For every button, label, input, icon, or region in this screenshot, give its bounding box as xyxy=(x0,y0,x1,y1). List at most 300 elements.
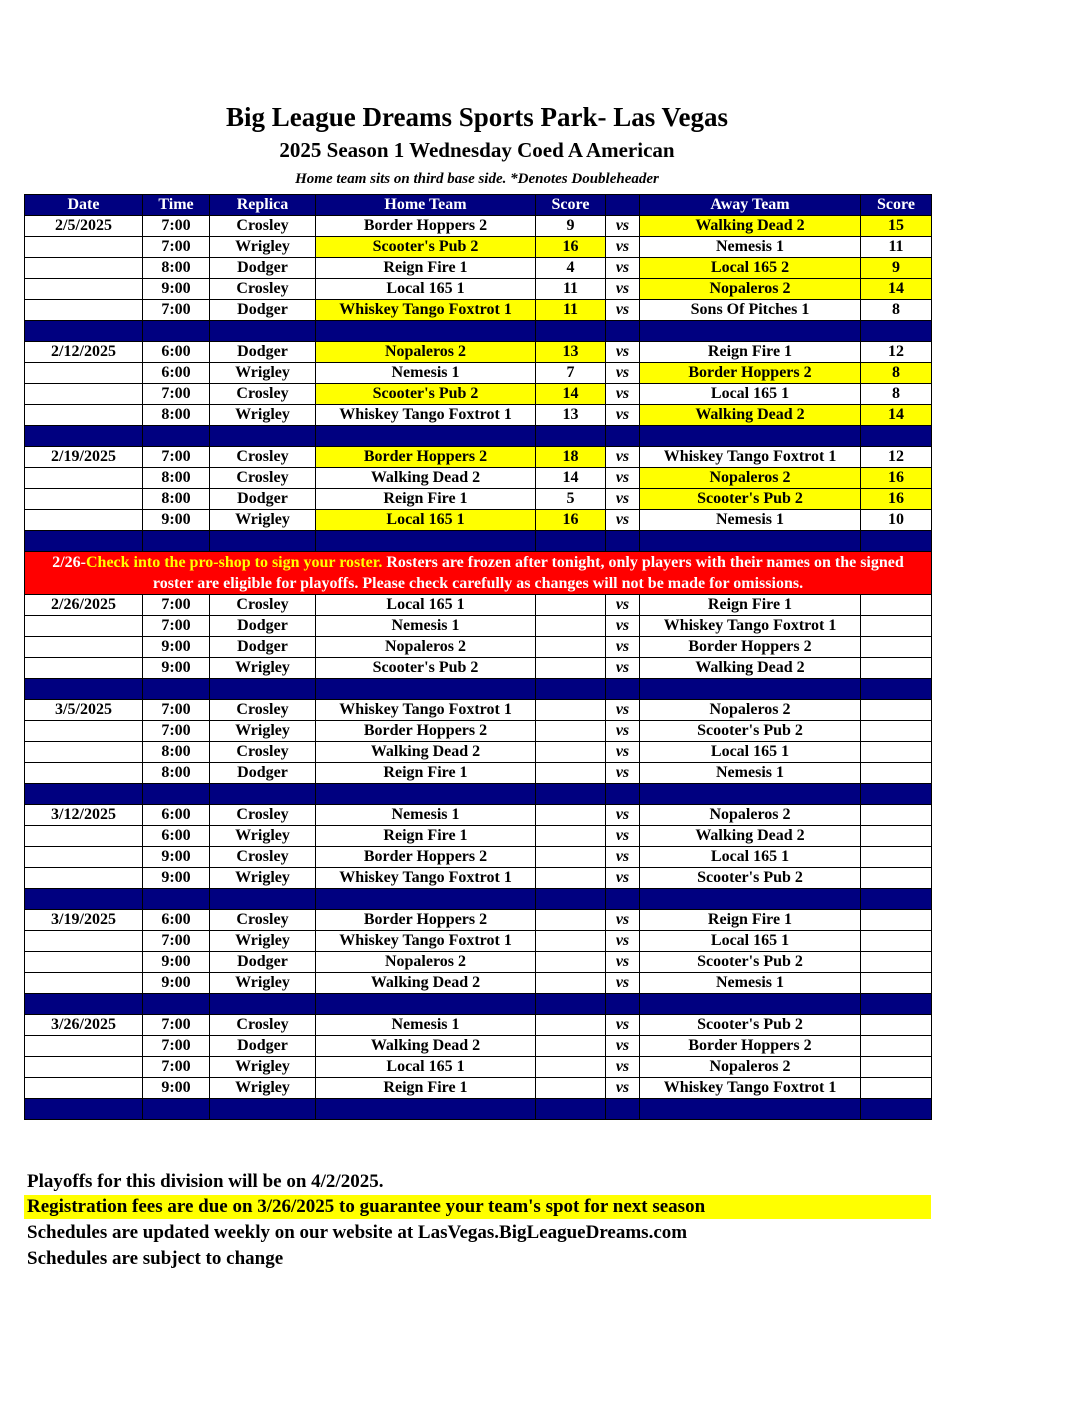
separator-cell xyxy=(25,679,143,700)
game-row xyxy=(25,384,932,405)
week-separator xyxy=(25,994,932,1015)
game-row xyxy=(25,300,932,321)
away-team: Walking Dead 2 xyxy=(640,826,861,847)
game-date xyxy=(25,973,143,994)
away-score: 8 xyxy=(861,363,932,384)
away-score xyxy=(861,1078,932,1099)
game-row xyxy=(25,447,932,468)
home-team: Nemesis 1 xyxy=(316,1015,536,1036)
separator-cell xyxy=(536,1099,606,1120)
vs-label: vs xyxy=(606,973,640,994)
home-team: Scooter's Pub 2 xyxy=(316,384,536,405)
game-time: 7:00 xyxy=(143,700,210,721)
away-team: Nopaleros 2 xyxy=(640,279,861,300)
game-time: 7:00 xyxy=(143,1057,210,1078)
home-score xyxy=(536,847,606,868)
game-date xyxy=(25,405,143,426)
schedule-body xyxy=(25,216,932,1120)
game-row xyxy=(25,616,932,637)
game-row xyxy=(25,826,932,847)
vs-label: vs xyxy=(606,216,640,237)
home-team: Border Hoppers 2 xyxy=(316,847,536,868)
game-time: 7:00 xyxy=(143,237,210,258)
separator-cell xyxy=(316,426,536,447)
vs-label: vs xyxy=(606,952,640,973)
home-team: Walking Dead 2 xyxy=(316,468,536,489)
home-team: Border Hoppers 2 xyxy=(316,721,536,742)
vs-label: vs xyxy=(606,1015,640,1036)
away-team: Border Hoppers 2 xyxy=(640,363,861,384)
home-team: Reign Fire 1 xyxy=(316,826,536,847)
game-time: 6:00 xyxy=(143,805,210,826)
separator-cell xyxy=(210,679,316,700)
game-date xyxy=(25,1036,143,1057)
away-score: 15 xyxy=(861,216,932,237)
separator-cell xyxy=(606,321,640,342)
home-score xyxy=(536,742,606,763)
col-home-team: Home Team xyxy=(316,195,536,216)
separator-cell xyxy=(143,426,210,447)
away-score: 8 xyxy=(861,300,932,321)
game-date xyxy=(25,300,143,321)
away-score xyxy=(861,805,932,826)
game-field: Wrigley xyxy=(210,510,316,531)
game-row xyxy=(25,847,932,868)
separator-cell xyxy=(210,426,316,447)
separator-cell xyxy=(536,531,606,552)
home-team-note: Home team sits on third base side. *Denotes Doubleheader xyxy=(295,171,659,187)
game-row xyxy=(25,1015,932,1036)
col-home-score: Score xyxy=(536,195,606,216)
game-time: 6:00 xyxy=(143,342,210,363)
game-time: 6:00 xyxy=(143,910,210,931)
home-team: Whiskey Tango Foxtrot 1 xyxy=(316,931,536,952)
home-score xyxy=(536,700,606,721)
away-team: Scooter's Pub 2 xyxy=(640,952,861,973)
game-field: Crosley xyxy=(210,700,316,721)
away-team: Scooter's Pub 2 xyxy=(640,868,861,889)
game-time: 7:00 xyxy=(143,616,210,637)
game-row xyxy=(25,595,932,616)
game-time: 9:00 xyxy=(143,847,210,868)
separator-cell xyxy=(210,321,316,342)
vs-label: vs xyxy=(606,595,640,616)
home-score: 13 xyxy=(536,342,606,363)
game-field: Dodger xyxy=(210,342,316,363)
home-score: 4 xyxy=(536,258,606,279)
game-field: Wrigley xyxy=(210,826,316,847)
game-row xyxy=(25,258,932,279)
game-date xyxy=(25,489,143,510)
game-field: Wrigley xyxy=(210,1057,316,1078)
game-row xyxy=(25,637,932,658)
separator-cell xyxy=(25,531,143,552)
game-time: 8:00 xyxy=(143,763,210,784)
game-field: Wrigley xyxy=(210,658,316,679)
home-team: Nopaleros 2 xyxy=(316,637,536,658)
vs-label: vs xyxy=(606,1057,640,1078)
game-row xyxy=(25,721,932,742)
game-date xyxy=(25,847,143,868)
home-score: 11 xyxy=(536,300,606,321)
away-team: Reign Fire 1 xyxy=(640,910,861,931)
game-field: Dodger xyxy=(210,1036,316,1057)
home-score: 7 xyxy=(536,363,606,384)
home-team: Reign Fire 1 xyxy=(316,258,536,279)
away-team: Scooter's Pub 2 xyxy=(640,721,861,742)
game-field: Crosley xyxy=(210,847,316,868)
week-separator xyxy=(25,531,932,552)
game-row xyxy=(25,1078,932,1099)
game-row xyxy=(25,805,932,826)
game-date xyxy=(25,258,143,279)
away-score: 16 xyxy=(861,468,932,489)
home-team: Reign Fire 1 xyxy=(316,1078,536,1099)
separator-cell xyxy=(536,679,606,700)
vs-label: vs xyxy=(606,468,640,489)
away-score xyxy=(861,952,932,973)
home-team: Reign Fire 1 xyxy=(316,489,536,510)
home-team: Whiskey Tango Foxtrot 1 xyxy=(316,405,536,426)
game-date xyxy=(25,742,143,763)
separator-cell xyxy=(861,531,932,552)
away-score xyxy=(861,637,932,658)
away-score xyxy=(861,910,932,931)
home-team: Local 165 1 xyxy=(316,595,536,616)
week-separator xyxy=(25,321,932,342)
notice-instruction: Check into the pro-shop to sign your roster. xyxy=(86,554,383,571)
separator-cell xyxy=(640,321,861,342)
separator-cell xyxy=(25,889,143,910)
game-field: Wrigley xyxy=(210,363,316,384)
game-field: Crosley xyxy=(210,805,316,826)
separator-cell xyxy=(25,321,143,342)
separator-cell xyxy=(316,321,536,342)
game-field: Wrigley xyxy=(210,237,316,258)
game-row xyxy=(25,1057,932,1078)
game-time: 6:00 xyxy=(143,826,210,847)
away-team: Walking Dead 2 xyxy=(640,216,861,237)
away-score: 11 xyxy=(861,237,932,258)
separator-cell xyxy=(861,426,932,447)
game-date xyxy=(25,721,143,742)
separator-cell xyxy=(143,531,210,552)
separator-cell xyxy=(143,1099,210,1120)
game-date: 3/5/2025 xyxy=(25,700,143,721)
vs-label: vs xyxy=(606,910,640,931)
game-field: Wrigley xyxy=(210,405,316,426)
separator-cell xyxy=(606,426,640,447)
away-team: Scooter's Pub 2 xyxy=(640,1015,861,1036)
home-score xyxy=(536,658,606,679)
home-score xyxy=(536,616,606,637)
game-time: 8:00 xyxy=(143,405,210,426)
home-team: Walking Dead 2 xyxy=(316,1036,536,1057)
home-score xyxy=(536,1078,606,1099)
game-row xyxy=(25,742,932,763)
vs-label: vs xyxy=(606,868,640,889)
away-team: Reign Fire 1 xyxy=(640,342,861,363)
game-field: Wrigley xyxy=(210,868,316,889)
game-date: 2/26/2025 xyxy=(25,595,143,616)
game-field: Crosley xyxy=(210,595,316,616)
game-field: Crosley xyxy=(210,742,316,763)
away-score: 16 xyxy=(861,489,932,510)
home-team: Local 165 1 xyxy=(316,510,536,531)
away-score xyxy=(861,616,932,637)
home-team: Nopaleros 2 xyxy=(316,342,536,363)
separator-cell xyxy=(143,784,210,805)
vs-label: vs xyxy=(606,763,640,784)
home-score xyxy=(536,805,606,826)
game-row xyxy=(25,363,932,384)
home-score: 14 xyxy=(536,468,606,489)
away-team: Local 165 1 xyxy=(640,742,861,763)
separator-cell xyxy=(316,784,536,805)
game-date xyxy=(25,363,143,384)
website-note: Schedules are updated weekly on our website at LasVegas.BigLeagueDreams.com xyxy=(27,1222,688,1243)
home-score xyxy=(536,595,606,616)
home-score: 11 xyxy=(536,279,606,300)
home-score: 16 xyxy=(536,237,606,258)
home-team: Walking Dead 2 xyxy=(316,973,536,994)
separator-cell xyxy=(536,994,606,1015)
away-team: Sons Of Pitches 1 xyxy=(640,300,861,321)
vs-label: vs xyxy=(606,300,640,321)
away-score: 9 xyxy=(861,258,932,279)
home-team: Local 165 1 xyxy=(316,279,536,300)
home-team: Whiskey Tango Foxtrot 1 xyxy=(316,868,536,889)
vs-label: vs xyxy=(606,342,640,363)
week-separator xyxy=(25,784,932,805)
vs-label: vs xyxy=(606,826,640,847)
game-time: 7:00 xyxy=(143,300,210,321)
home-score: 16 xyxy=(536,510,606,531)
game-field: Dodger xyxy=(210,616,316,637)
separator-cell xyxy=(640,1099,861,1120)
game-time: 7:00 xyxy=(143,1015,210,1036)
home-team: Whiskey Tango Foxtrot 1 xyxy=(316,700,536,721)
separator-cell xyxy=(640,426,861,447)
home-score xyxy=(536,637,606,658)
game-time: 9:00 xyxy=(143,279,210,300)
away-team: Nopaleros 2 xyxy=(640,700,861,721)
away-team: Nemesis 1 xyxy=(640,237,861,258)
game-date xyxy=(25,616,143,637)
separator-cell xyxy=(210,994,316,1015)
home-team: Border Hoppers 2 xyxy=(316,447,536,468)
game-date xyxy=(25,826,143,847)
away-score: 12 xyxy=(861,342,932,363)
separator-cell xyxy=(536,426,606,447)
col-away-team: Away Team xyxy=(640,195,861,216)
home-score xyxy=(536,910,606,931)
home-team: Whiskey Tango Foxtrot 1 xyxy=(316,300,536,321)
separator-cell xyxy=(606,994,640,1015)
game-row xyxy=(25,237,932,258)
vs-label: vs xyxy=(606,616,640,637)
game-row xyxy=(25,405,932,426)
game-field: Crosley xyxy=(210,447,316,468)
game-field: Crosley xyxy=(210,216,316,237)
away-team: Nopaleros 2 xyxy=(640,805,861,826)
away-team: Nemesis 1 xyxy=(640,973,861,994)
game-field: Crosley xyxy=(210,468,316,489)
away-team: Whiskey Tango Foxtrot 1 xyxy=(640,616,861,637)
game-row xyxy=(25,952,932,973)
away-team: Walking Dead 2 xyxy=(640,658,861,679)
vs-label: vs xyxy=(606,405,640,426)
game-time: 7:00 xyxy=(143,216,210,237)
vs-label: vs xyxy=(606,279,640,300)
away-score xyxy=(861,700,932,721)
game-date: 2/12/2025 xyxy=(25,342,143,363)
game-time: 7:00 xyxy=(143,384,210,405)
col-replica: Replica xyxy=(210,195,316,216)
registration-note: Registration fees are due on 3/26/2025 to guarantee your team's spot for next season xyxy=(24,1195,931,1219)
away-score xyxy=(861,1057,932,1078)
game-date: 3/12/2025 xyxy=(25,805,143,826)
home-score xyxy=(536,1015,606,1036)
away-score xyxy=(861,595,932,616)
home-team: Nemesis 1 xyxy=(316,363,536,384)
game-date xyxy=(25,1057,143,1078)
game-row xyxy=(25,468,932,489)
away-team: Whiskey Tango Foxtrot 1 xyxy=(640,1078,861,1099)
separator-cell xyxy=(606,1099,640,1120)
page-subtitle: 2025 Season 1 Wednesday Coed A American xyxy=(279,138,675,162)
away-score: 12 xyxy=(861,447,932,468)
game-time: 9:00 xyxy=(143,1078,210,1099)
separator-cell xyxy=(143,994,210,1015)
col-time: Time xyxy=(143,195,210,216)
away-team: Nopaleros 2 xyxy=(640,468,861,489)
separator-cell xyxy=(861,321,932,342)
col-date: Date xyxy=(25,195,143,216)
game-field: Dodger xyxy=(210,763,316,784)
col-vs xyxy=(606,195,640,216)
away-score xyxy=(861,1015,932,1036)
separator-cell xyxy=(606,889,640,910)
game-row xyxy=(25,216,932,237)
game-date xyxy=(25,931,143,952)
game-field: Wrigley xyxy=(210,1078,316,1099)
home-team: Border Hoppers 2 xyxy=(316,910,536,931)
game-row xyxy=(25,700,932,721)
game-field: Crosley xyxy=(210,384,316,405)
home-score xyxy=(536,763,606,784)
separator-cell xyxy=(143,889,210,910)
subject-note: Schedules are subject to change xyxy=(27,1248,284,1269)
game-date xyxy=(25,510,143,531)
separator-cell xyxy=(210,1099,316,1120)
away-score xyxy=(861,658,932,679)
home-score xyxy=(536,1036,606,1057)
separator-cell xyxy=(606,784,640,805)
away-team: Walking Dead 2 xyxy=(640,405,861,426)
game-row xyxy=(25,910,932,931)
separator-cell xyxy=(861,784,932,805)
away-team: Border Hoppers 2 xyxy=(640,637,861,658)
game-time: 9:00 xyxy=(143,952,210,973)
away-score xyxy=(861,931,932,952)
home-team: Reign Fire 1 xyxy=(316,763,536,784)
vs-label: vs xyxy=(606,510,640,531)
week-separator xyxy=(25,889,932,910)
game-time: 6:00 xyxy=(143,363,210,384)
vs-label: vs xyxy=(606,847,640,868)
vs-label: vs xyxy=(606,658,640,679)
vs-label: vs xyxy=(606,931,640,952)
separator-cell xyxy=(316,994,536,1015)
away-team: Local 165 2 xyxy=(640,258,861,279)
week-separator xyxy=(25,1099,932,1120)
game-time: 9:00 xyxy=(143,973,210,994)
home-team: Nopaleros 2 xyxy=(316,952,536,973)
game-time: 8:00 xyxy=(143,468,210,489)
separator-cell xyxy=(606,531,640,552)
game-time: 7:00 xyxy=(143,447,210,468)
game-date xyxy=(25,468,143,489)
game-row xyxy=(25,763,932,784)
vs-label: vs xyxy=(606,384,640,405)
home-score xyxy=(536,721,606,742)
home-team: Walking Dead 2 xyxy=(316,742,536,763)
vs-label: vs xyxy=(606,489,640,510)
separator-cell xyxy=(640,531,861,552)
away-score xyxy=(861,763,932,784)
away-team: Nemesis 1 xyxy=(640,510,861,531)
game-field: Crosley xyxy=(210,279,316,300)
vs-label: vs xyxy=(606,742,640,763)
away-team: Nemesis 1 xyxy=(640,763,861,784)
header-row xyxy=(25,195,932,216)
game-time: 9:00 xyxy=(143,868,210,889)
home-team: Nemesis 1 xyxy=(316,616,536,637)
separator-cell xyxy=(316,531,536,552)
vs-label: vs xyxy=(606,1036,640,1057)
separator-cell xyxy=(861,1099,932,1120)
notice-date: 2/26- xyxy=(52,554,86,571)
home-team: Scooter's Pub 2 xyxy=(316,237,536,258)
game-time: 9:00 xyxy=(143,510,210,531)
game-time: 7:00 xyxy=(143,721,210,742)
away-team: Local 165 1 xyxy=(640,384,861,405)
home-score: 5 xyxy=(536,489,606,510)
away-team: Local 165 1 xyxy=(640,847,861,868)
separator-cell xyxy=(640,889,861,910)
separator-cell xyxy=(640,679,861,700)
game-row xyxy=(25,279,932,300)
home-score xyxy=(536,952,606,973)
away-score xyxy=(861,847,932,868)
away-team: Border Hoppers 2 xyxy=(640,1036,861,1057)
separator-cell xyxy=(640,994,861,1015)
game-time: 7:00 xyxy=(143,595,210,616)
game-field: Crosley xyxy=(210,1015,316,1036)
home-score xyxy=(536,826,606,847)
separator-cell xyxy=(640,784,861,805)
game-time: 8:00 xyxy=(143,742,210,763)
week-separator xyxy=(25,426,932,447)
away-team: Local 165 1 xyxy=(640,931,861,952)
separator-cell xyxy=(536,889,606,910)
home-score xyxy=(536,973,606,994)
game-row xyxy=(25,1036,932,1057)
game-date xyxy=(25,952,143,973)
roster-notice-row xyxy=(25,552,932,595)
game-date: 2/5/2025 xyxy=(25,216,143,237)
